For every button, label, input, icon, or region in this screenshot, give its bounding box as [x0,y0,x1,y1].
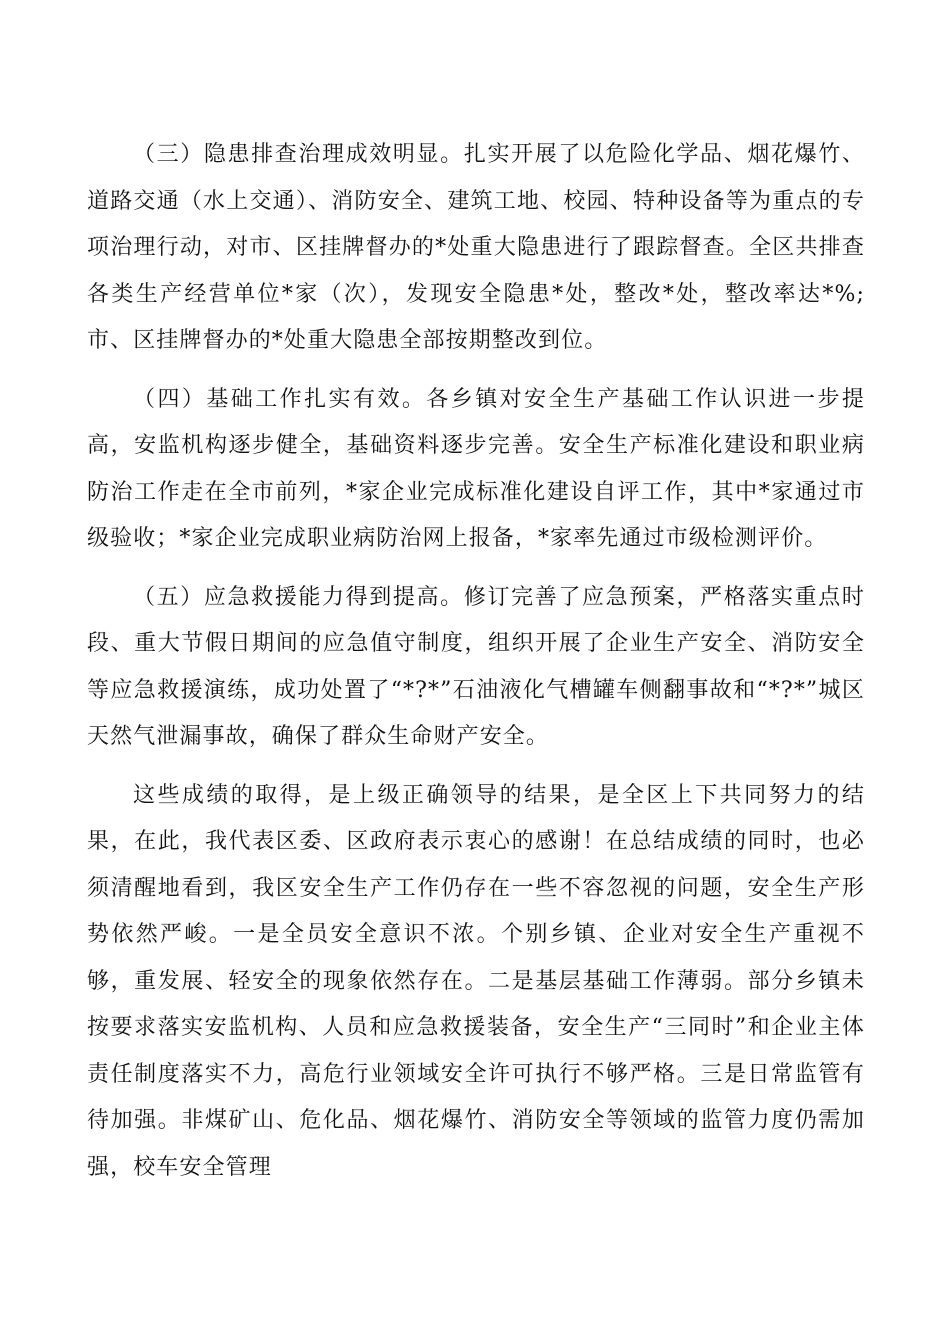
paragraph-spacer [87,563,865,575]
document-page [87,132,865,1191]
paragraph-emergency-rescue: （五）应急救援能力得到提高。修订完善了应急预案，严格落实重点时段、重大节假日期间的应急值守制度，组织开展了企业生产安全、消防安全等应急救援演练，成功处置了“*?*”石油液化气槽罐车侧翻事故和“*?*”城区天然气泄漏事故，确保了群众生命财产安全。 [87,584,865,749]
paragraph-spacer [87,365,865,377]
paragraph-spacer [87,761,865,773]
paragraph-hazard-inspection: （三）隐患排查治理成效明显。扎实开展了以危险化学品、烟花爆竹、道路交通（水上交通）、消防安全、建筑工地、校园、特种设备等为重点的专项治理行动，对市、区挂牌督办的*处重大隐患进行了跟踪督查。全区共排查各类生产经营单位*家（次），发现安全隐患*处，整改*处，整改率达*%;市、区挂牌督办的*处重大隐患全部按期整改到位。 [87,142,865,353]
paragraph-achievements-and-problems: 这些成绩的取得，是上级正确领导的结果，是全区上下共同努力的结果，在此，我代表区委、区政府表示衷心的感谢！在总结成绩的同时，也必须清醒地看到，我区安全生产工作仍存在一些不容忽视的问题，安全生产形势依然严峻。一是全员安全意识不浓。个别乡镇、企业对安全生产重视不够，重发展、轻安全的现象依然存在。二是基层基础工作薄弱。部分乡镇未按要求落实安监机构、人员和应急救援装备，安全生产“三同时”和企业主体责任制度落实不力，高危行业领域安全许可执行不够严格。三是日常监管有待加强。非煤矿山、危化品、烟花爆竹、消防安全等领域的监管力度仍需加强，校车安全管理 [87,782,865,1180]
paragraph-basic-work: （四）基础工作扎实有效。各乡镇对安全生产基础工作认识进一步提高，安监机构逐步健全，基础资料逐步完善。安全生产标准化建设和职业病防治工作走在全市前列，*家企业完成标准化建设自评工作，其中*家通过市级验收；*家企业完成职业病防治网上报备，*家率先通过市级检测评价。 [87,386,865,551]
